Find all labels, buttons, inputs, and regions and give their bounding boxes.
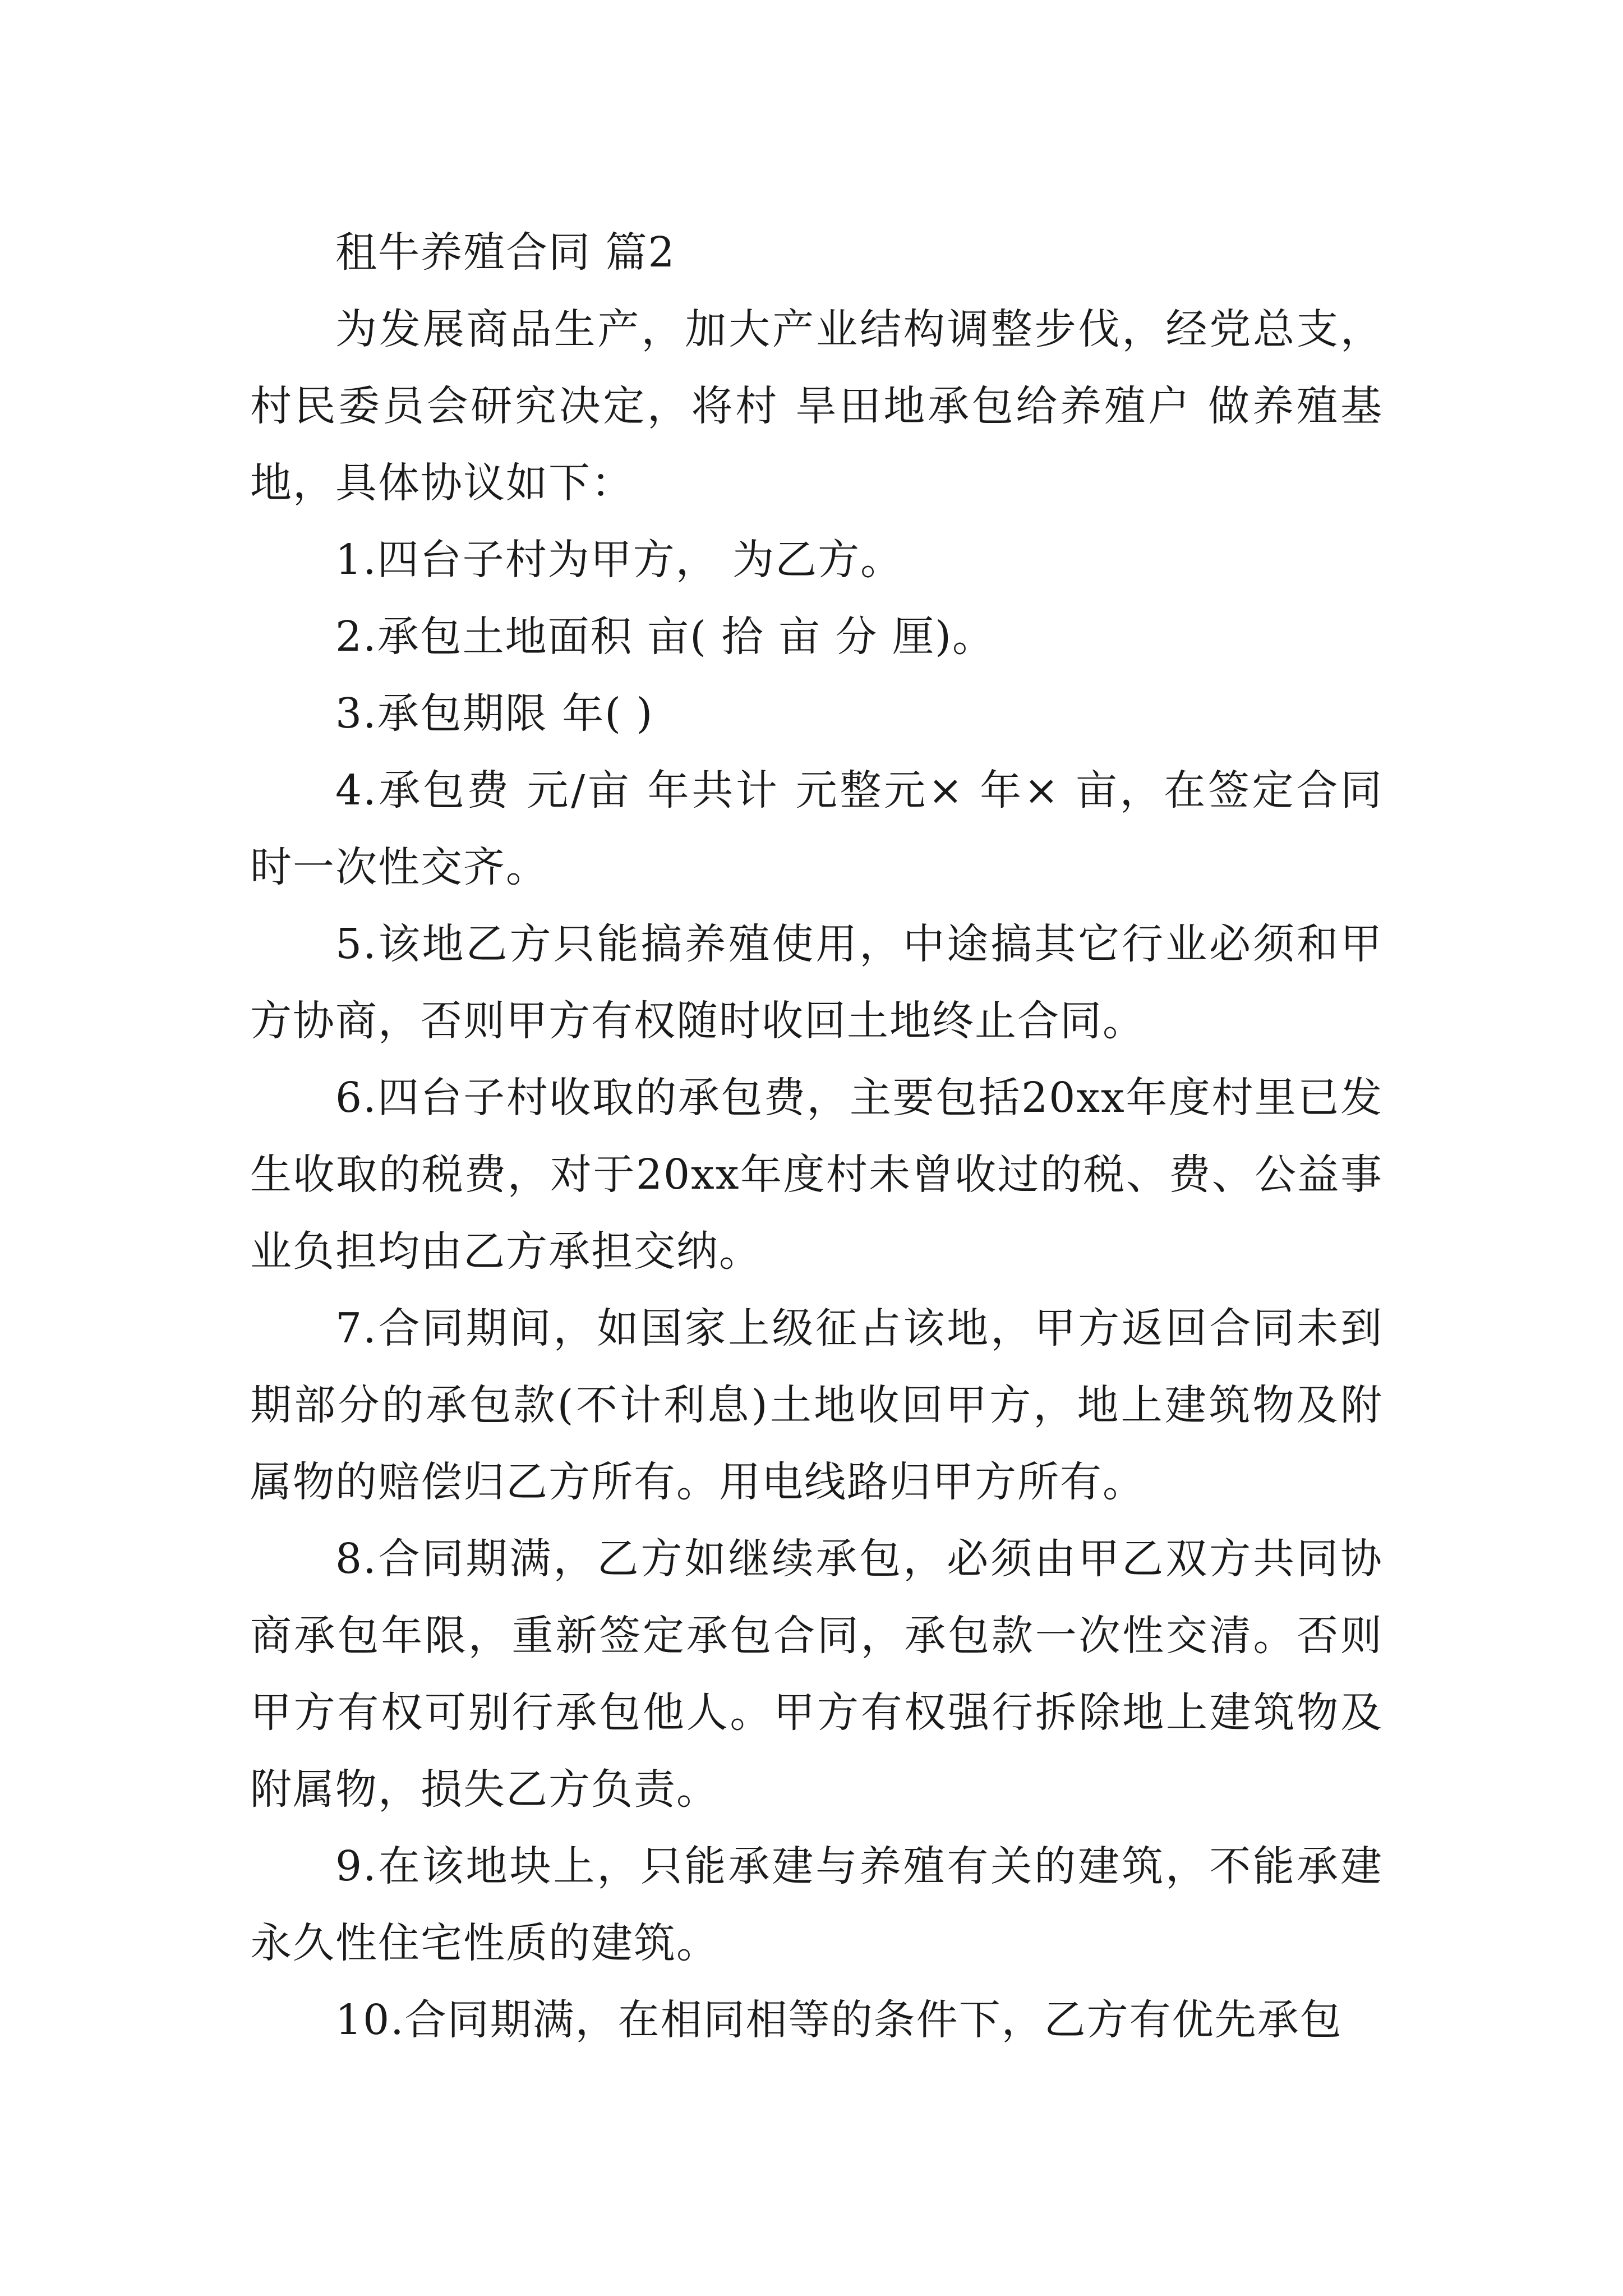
clause-7: 7.合同期间，如国家上级征占该地，甲方返回合同未到期部分的承包款(不计利息)土地收回甲方，地上建筑物及附属物的赔偿归乙方所有。用电线路归甲方所有。 (250, 1304, 1383, 1506)
clause-4: 4.承包费 元/亩 年共计 元整元× 年× 亩，在签定合同时一次性交齐。 (250, 766, 1383, 891)
clause-10: 10.合同期满，在相同相等的条件下，乙方有优先承包 (335, 1996, 1343, 2044)
clause-9: 9.在该地块上，只能承建与养殖有关的建筑，不能承建永久性住宅性质的建筑。 (250, 1842, 1383, 1967)
clause-6: 6.四台子村收取的承包费，主要包括20xx年度村里已发生收取的税费，对于20xx年度村未曾收过的税、费、公益事业负担均由乙方承担交纳。 (250, 1074, 1383, 1276)
document-title: 租牛养殖合同 篇2 (335, 228, 676, 277)
clause-1: 1.四台子村为甲方， 为乙方。 (335, 536, 903, 584)
document-body (250, 214, 1383, 2059)
clause-3: 3.承包期限 年( ) (335, 689, 654, 738)
clause-5: 5.该地乙方只能搞养殖使用，中途搞其它行业必须和甲方协商，否则甲方有权随时收回土地终止合同。 (250, 920, 1383, 1045)
clause-8: 8.合同期满，乙方如继续承包，必须由甲乙双方共同协商承包年限，重新签定承包合同，承包款一次性交清。否则甲方有权可别行承包他人。甲方有权强行拆除地上建筑物及附属物，损失乙方负责。 (250, 1535, 1383, 1814)
clause-2: 2.承包土地面积 亩( 拾 亩 分 厘)。 (335, 613, 995, 661)
paragraph-intro: 为发展商品生产，加大产业结构调整步伐，经党总支，村民委员会研究决定，将村 旱田地承包给养殖户 做养殖基地，具体协议如下： (250, 305, 1383, 507)
